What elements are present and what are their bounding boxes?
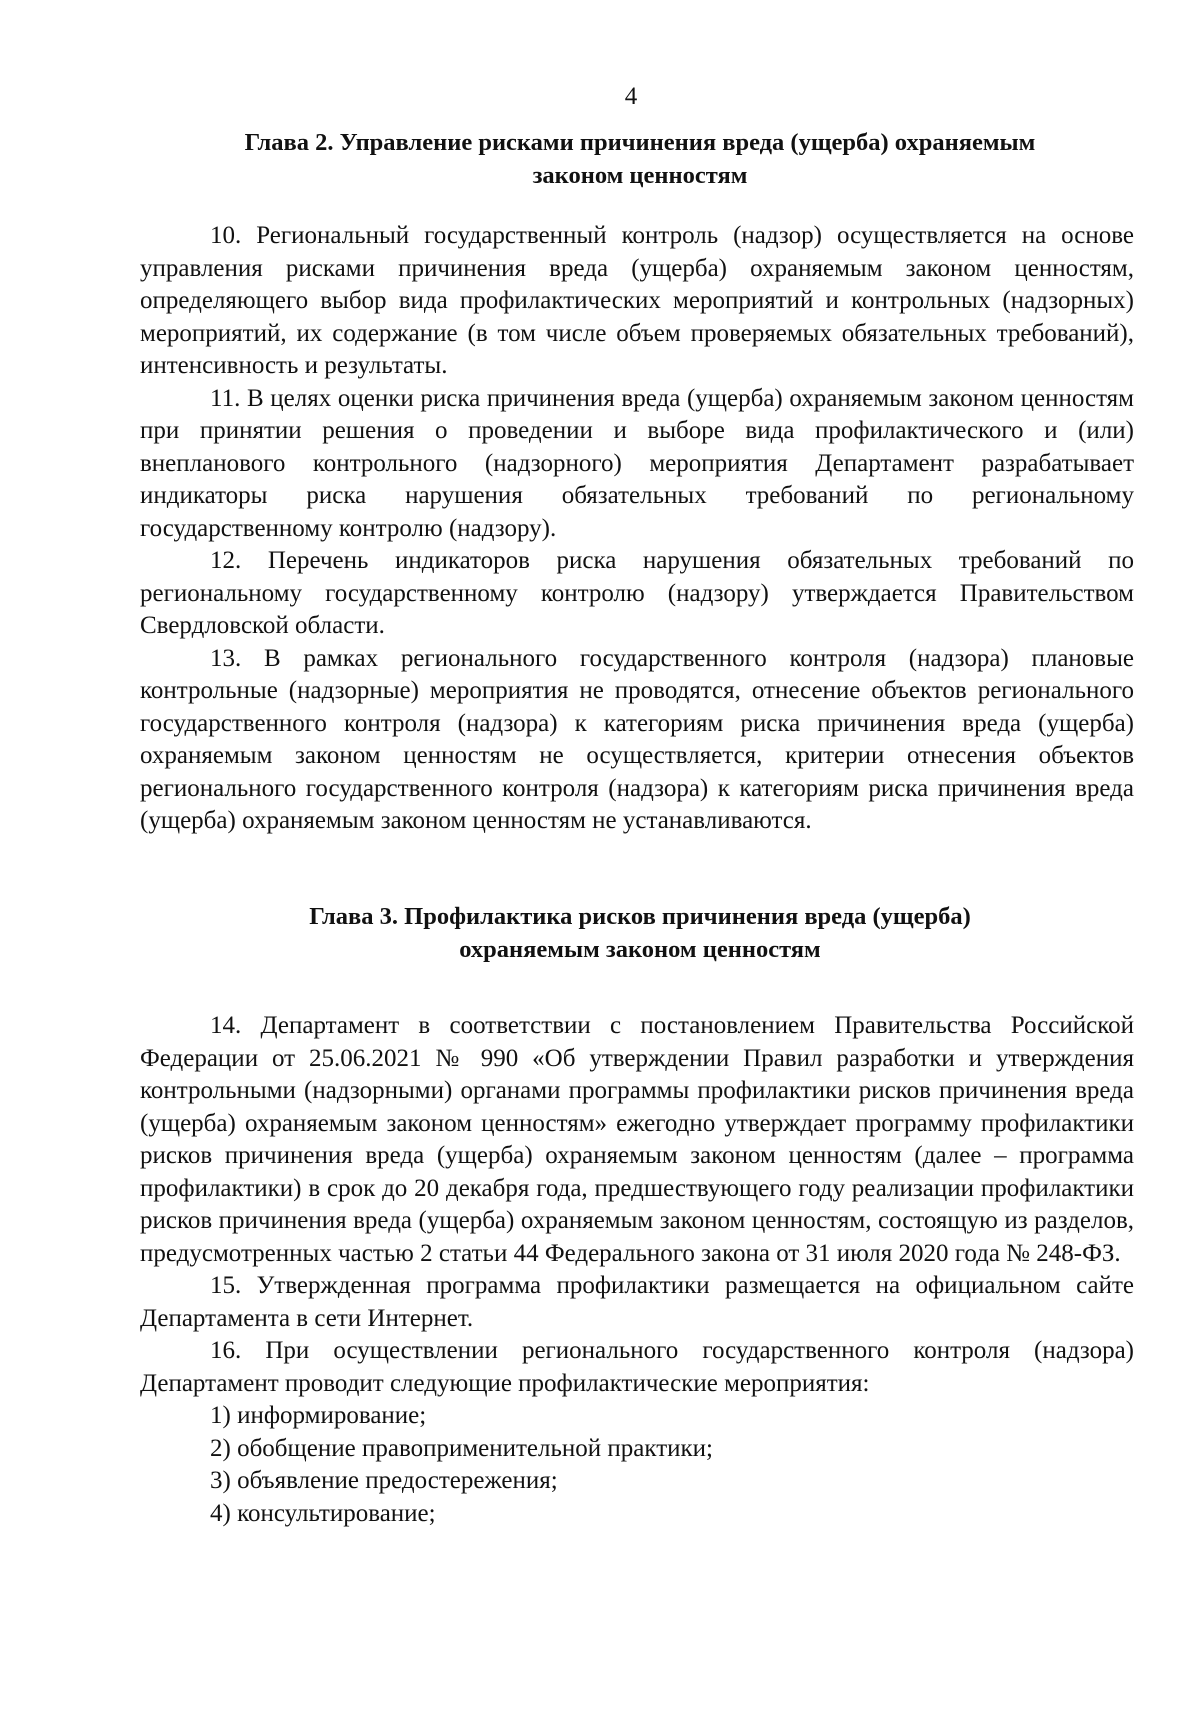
paragraph-12: 12. Перечень индикаторов риска нарушения обязательных требований по региональному государственному контролю (надзору) утверждается Правительством Свердловской области. bbox=[140, 547, 1134, 639]
paragraph-15: 15. Утвержденная программа профилактики размещается на официальном сайте Департамента в сети Интернет. bbox=[140, 1272, 1134, 1332]
chapter-3-body bbox=[140, 1010, 1134, 1530]
list-item-consulting: 4) консультирование; bbox=[210, 1499, 436, 1527]
chapter-3-heading bbox=[140, 900, 1140, 966]
page-number: 4 bbox=[624, 83, 638, 110]
chapter-3-title-line-2: охраняемым законом ценностям bbox=[459, 936, 821, 963]
chapter-2-title-line-1: Глава 2. Управление рисками причинения вреда (ущерба) охраняемым bbox=[244, 129, 1036, 156]
list-item-practice-generalization: 2) обобщение правоприменительной практики; bbox=[210, 1434, 713, 1462]
list-item-informing: 1) информирование; bbox=[210, 1402, 427, 1429]
paragraph-11: 11. В целях оценки риска причинения вреда (ущерба) охраняемым законом ценностям при принятии решения о проведении и выборе вида профилактического и (или) внепланового контрольного (надзорного) мероприятия Департамент разрабатывает индикаторы риска нарушения обязательных требований по региональному государственному контролю (надзору). bbox=[140, 384, 1134, 542]
list-item-warning: 3) объявление предостережения; bbox=[210, 1467, 558, 1494]
chapter-3-title-line-1: Глава 3. Профилактика рисков причинения вреда (ущерба) bbox=[309, 903, 971, 930]
chapter-2-heading bbox=[140, 126, 1140, 192]
chapter-2-body bbox=[140, 220, 1134, 838]
paragraph-14: 14. Департамент в соответствии с постановлением Правительства Российской Федерации от 25.06.2021 № 990 «Об утверждении Правил разработки и утверждения контрольными (надзорными) органами программы профилактики рисков причинения вреда (ущерба) охраняемым законом ценностям» ежегодно утверждает программу профилактики рисков причинения вреда (ущерба) охраняемым законом ценностям (далее – программа профилактики) в срок до 20 декабря года, предшествующего году реализации профилактики рисков причинения вреда (ущерба) охраняемым законом ценностям, состоящую из разделов, предусмотренных частью 2 статьи 44 Федерального закона от 31 июля 2020 года № 248-ФЗ. bbox=[140, 1012, 1134, 1267]
paragraph-16: 16. При осуществлении регионального государственного контроля (надзора) Департамент проводит следующие профилактические мероприятия: bbox=[140, 1337, 1134, 1397]
paragraph-10: 10. Региональный государственный контроль (надзор) осуществляется на основе управления рисками причинения вреда (ущерба) охраняемым законом ценностям, определяющего выбор вида профилактических мероприятий и контрольных (надзорных) мероприятий, их содержание (в том числе объем проверяемых обязательных требований), интенсивность и результаты. bbox=[140, 222, 1134, 379]
paragraph-13: 13. В рамках регионального государственного контроля (надзора) плановые контрольные (надзорные) мероприятия не проводятся, отнесение объектов регионального государственного контроля (надзора) к категориям риска причинения вреда (ущерба) охраняемым законом ценностям не осуществляется, критерии отнесения объектов регионального государственного контроля (надзора) к категориям риска причинения вреда (ущерба) охраняемым законом ценностям не устанавливаются. bbox=[140, 644, 1134, 834]
chapter-2-title-line-2: законом ценностям bbox=[532, 162, 748, 189]
